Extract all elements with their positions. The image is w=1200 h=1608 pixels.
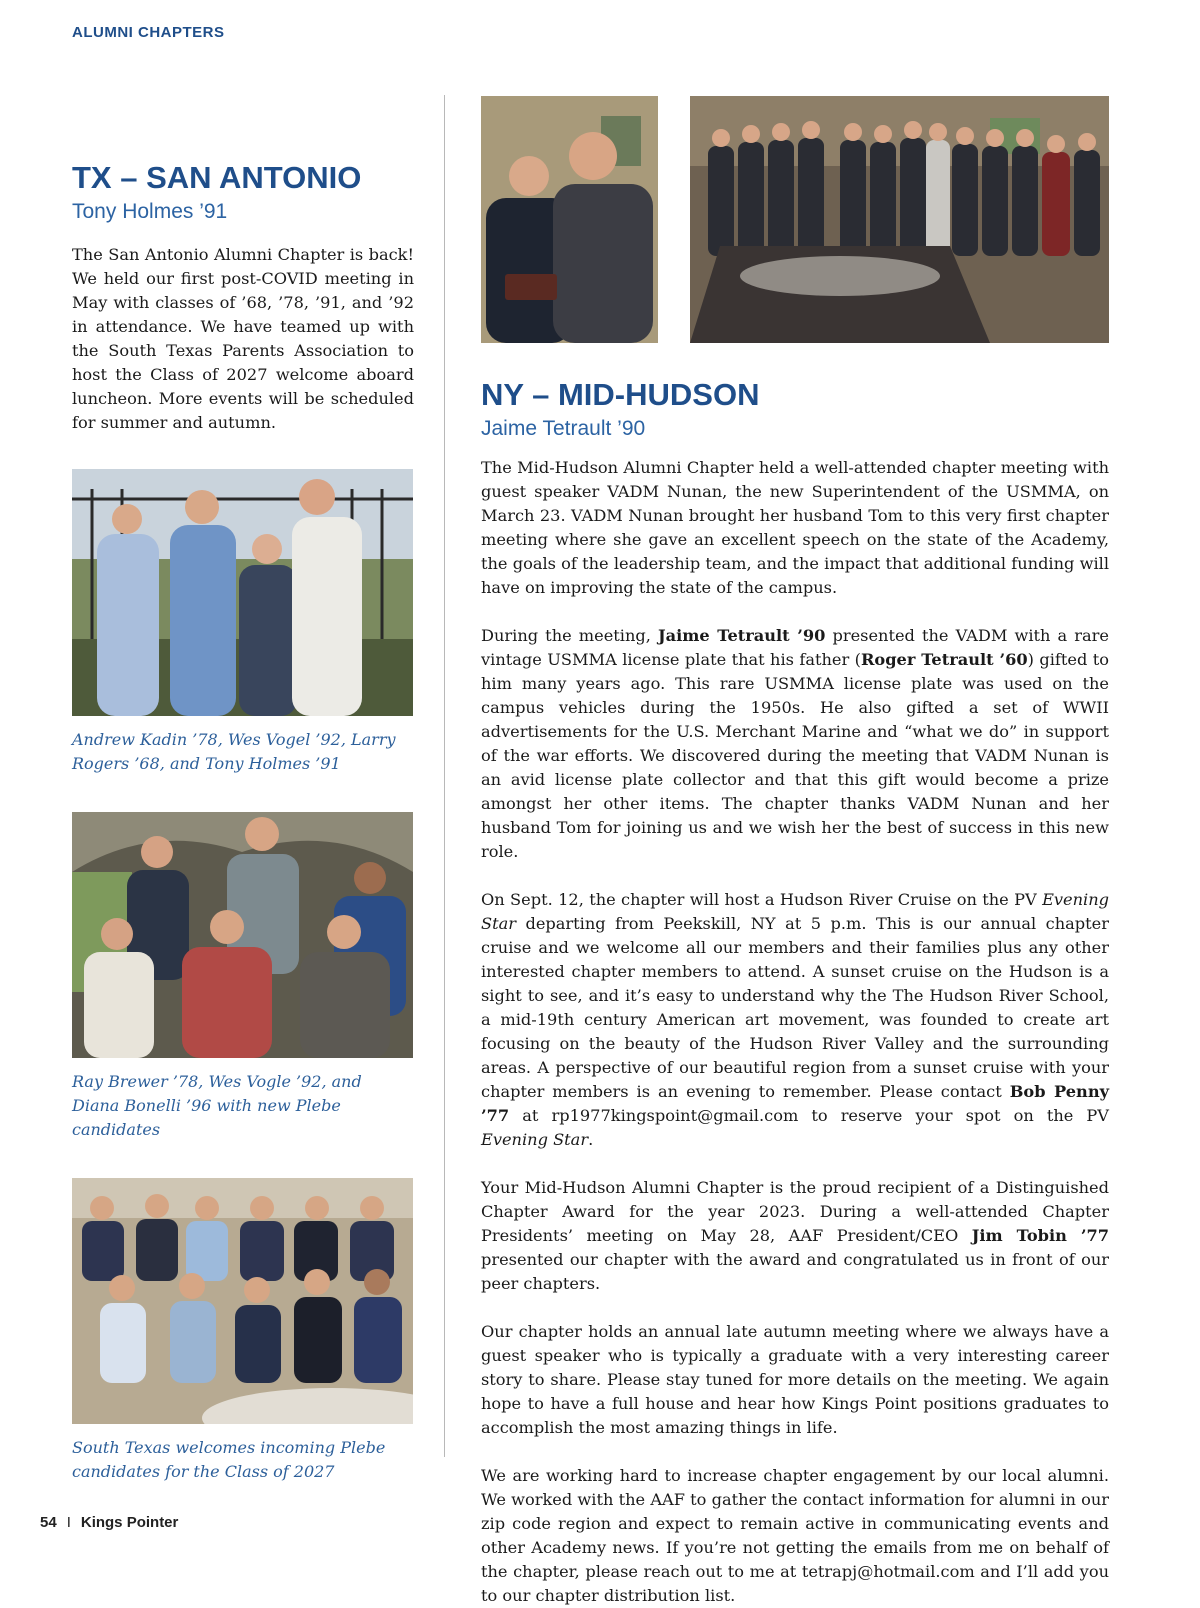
mid-hudson-paragraph-6: We are working hard to increase chapter engagement by our local alumni. We worked with the AAF to gather the contact information for alumni in our zip code region and expect to remain active in communicating events and other Academy news. If you’re not getting the emails from me on behalf of the chapter, please reach out to me at tetrapj@hotmail.com and I’ll add you to our chapter distribution list. (481, 1466, 1109, 1605)
photo-caption-3: South Texas welcomes incoming Plebe candidates for the Class of 2027 (72, 1438, 386, 1481)
photo-group-with-plebe-candidates (72, 812, 413, 1058)
page-footer (40, 1514, 178, 1531)
photo-vadm-license-plate (481, 96, 658, 343)
mid-hudson-paragraph-2: During the meeting, Jaime Tetrault ’90 presented the VADM with a rare vintage USMMA license plate that his father (Roger Tetrault ’60) gifted to him many years ago. This rare USMMA license plate was used on the campus vehicles during the 1950s. He also gifted a set of WWII advertisements for the U.S. Merchant Marine and “what we do” in support of the war efforts. We discovered during the meeting that VADM Nunan is an avid license plate collector and that this gift would become a prize amongst her other items. The chapter thanks VADM Nunan and her husband Tom for joining us and we wish her the best of success in this new role. (481, 626, 1109, 861)
photo-mid-hudson-dinner-group (690, 96, 1109, 343)
san-antonio-title: TX – SAN ANTONIO (72, 160, 362, 195)
mid-hudson-paragraph-5: Our chapter holds an annual late autumn meeting where we always have a guest speaker who is typically a graduate with a very interesting career story to share. Please stay tuned for more details on the meeting. We again hope to have a full house and hear how Kings Point positions graduates to accomplish the most amazing things in life. (481, 1322, 1109, 1437)
photo-caption-1: Andrew Kadin ’78, Wes Vogel ’92, Larry Rogers ’68, and Tony Holmes ’91 (72, 730, 396, 773)
san-antonio-body: The San Antonio Alumni Chapter is back! We held our first post-COVID meeting in May with classes of ’68, ’78, ’91, and ’92 in attendance. We have teamed up with the South Texas Parents Association to host the Class of 2027 welcome aboard luncheon. More events will be scheduled for summer and autumn. (72, 245, 414, 432)
mid-hudson-paragraph-1: The Mid-Hudson Alumni Chapter held a well-attended chapter meeting with guest speaker VADM Nunan, the new Superintendent of the USMMA, on March 23. VADM Nunan brought her husband Tom to this very first chapter meeting where she gave an excellent speech on the state of the Academy, the goals of the leadership team, and the impact that additional funding will have on improving the state of the campus. (481, 458, 1109, 597)
mid-hudson-column (481, 96, 1109, 1608)
column-divider (444, 95, 445, 1457)
photo-four-men-gate (72, 469, 413, 716)
photo-caption-2: Ray Brewer ’78, Wes Vogle ’92, and Diana Bonelli ’96 with new Plebe candidates (72, 1072, 362, 1139)
page-number: 54 (40, 1514, 57, 1531)
san-antonio-column (72, 160, 414, 1484)
mid-hudson-title: NY – MID-HUDSON (481, 377, 760, 412)
section-label: ALUMNI CHAPTERS (72, 24, 225, 41)
footer-separator: I (66, 1514, 71, 1531)
photo-plebe-candidates-group (72, 1178, 413, 1424)
mid-hudson-paragraph-4: Your Mid-Hudson Alumni Chapter is the proud recipient of a Distinguished Chapter Award for the year 2023. During a well-attended Chapter Presidents’ meeting on May 28, AAF President/CEO Jim Tobin ’77 presented our chapter with the award and congratulated us in front of our peer chapters. (481, 1178, 1109, 1293)
san-antonio-author: Tony Holmes ’91 (72, 200, 228, 223)
mid-hudson-author: Jaime Tetrault ’90 (481, 417, 646, 440)
publication-name: Kings Pointer (80, 1514, 179, 1531)
mid-hudson-photo-row (481, 96, 1109, 343)
mid-hudson-paragraph-3: On Sept. 12, the chapter will host a Hudson River Cruise on the PV Evening Star departing from Peekskill, NY at 5 p.m. This is our annual chapter cruise and we welcome all our members and their families plus any other interested chapter members to attend. A sunset cruise on the Hudson is a sight to see, and it’s easy to understand why the The Hudson River School, a mid-19th century American art movement, was founded to create art focusing on the beauty of the Hudson River Valley and the surrounding areas. A perspective of our beautiful region from a sunset cruise with your chapter members is an evening to remember. Please contact Bob Penny ’77 at rp1977kingspoint@gmail.com to reserve your spot on the PV Evening Star. (481, 890, 1110, 1149)
